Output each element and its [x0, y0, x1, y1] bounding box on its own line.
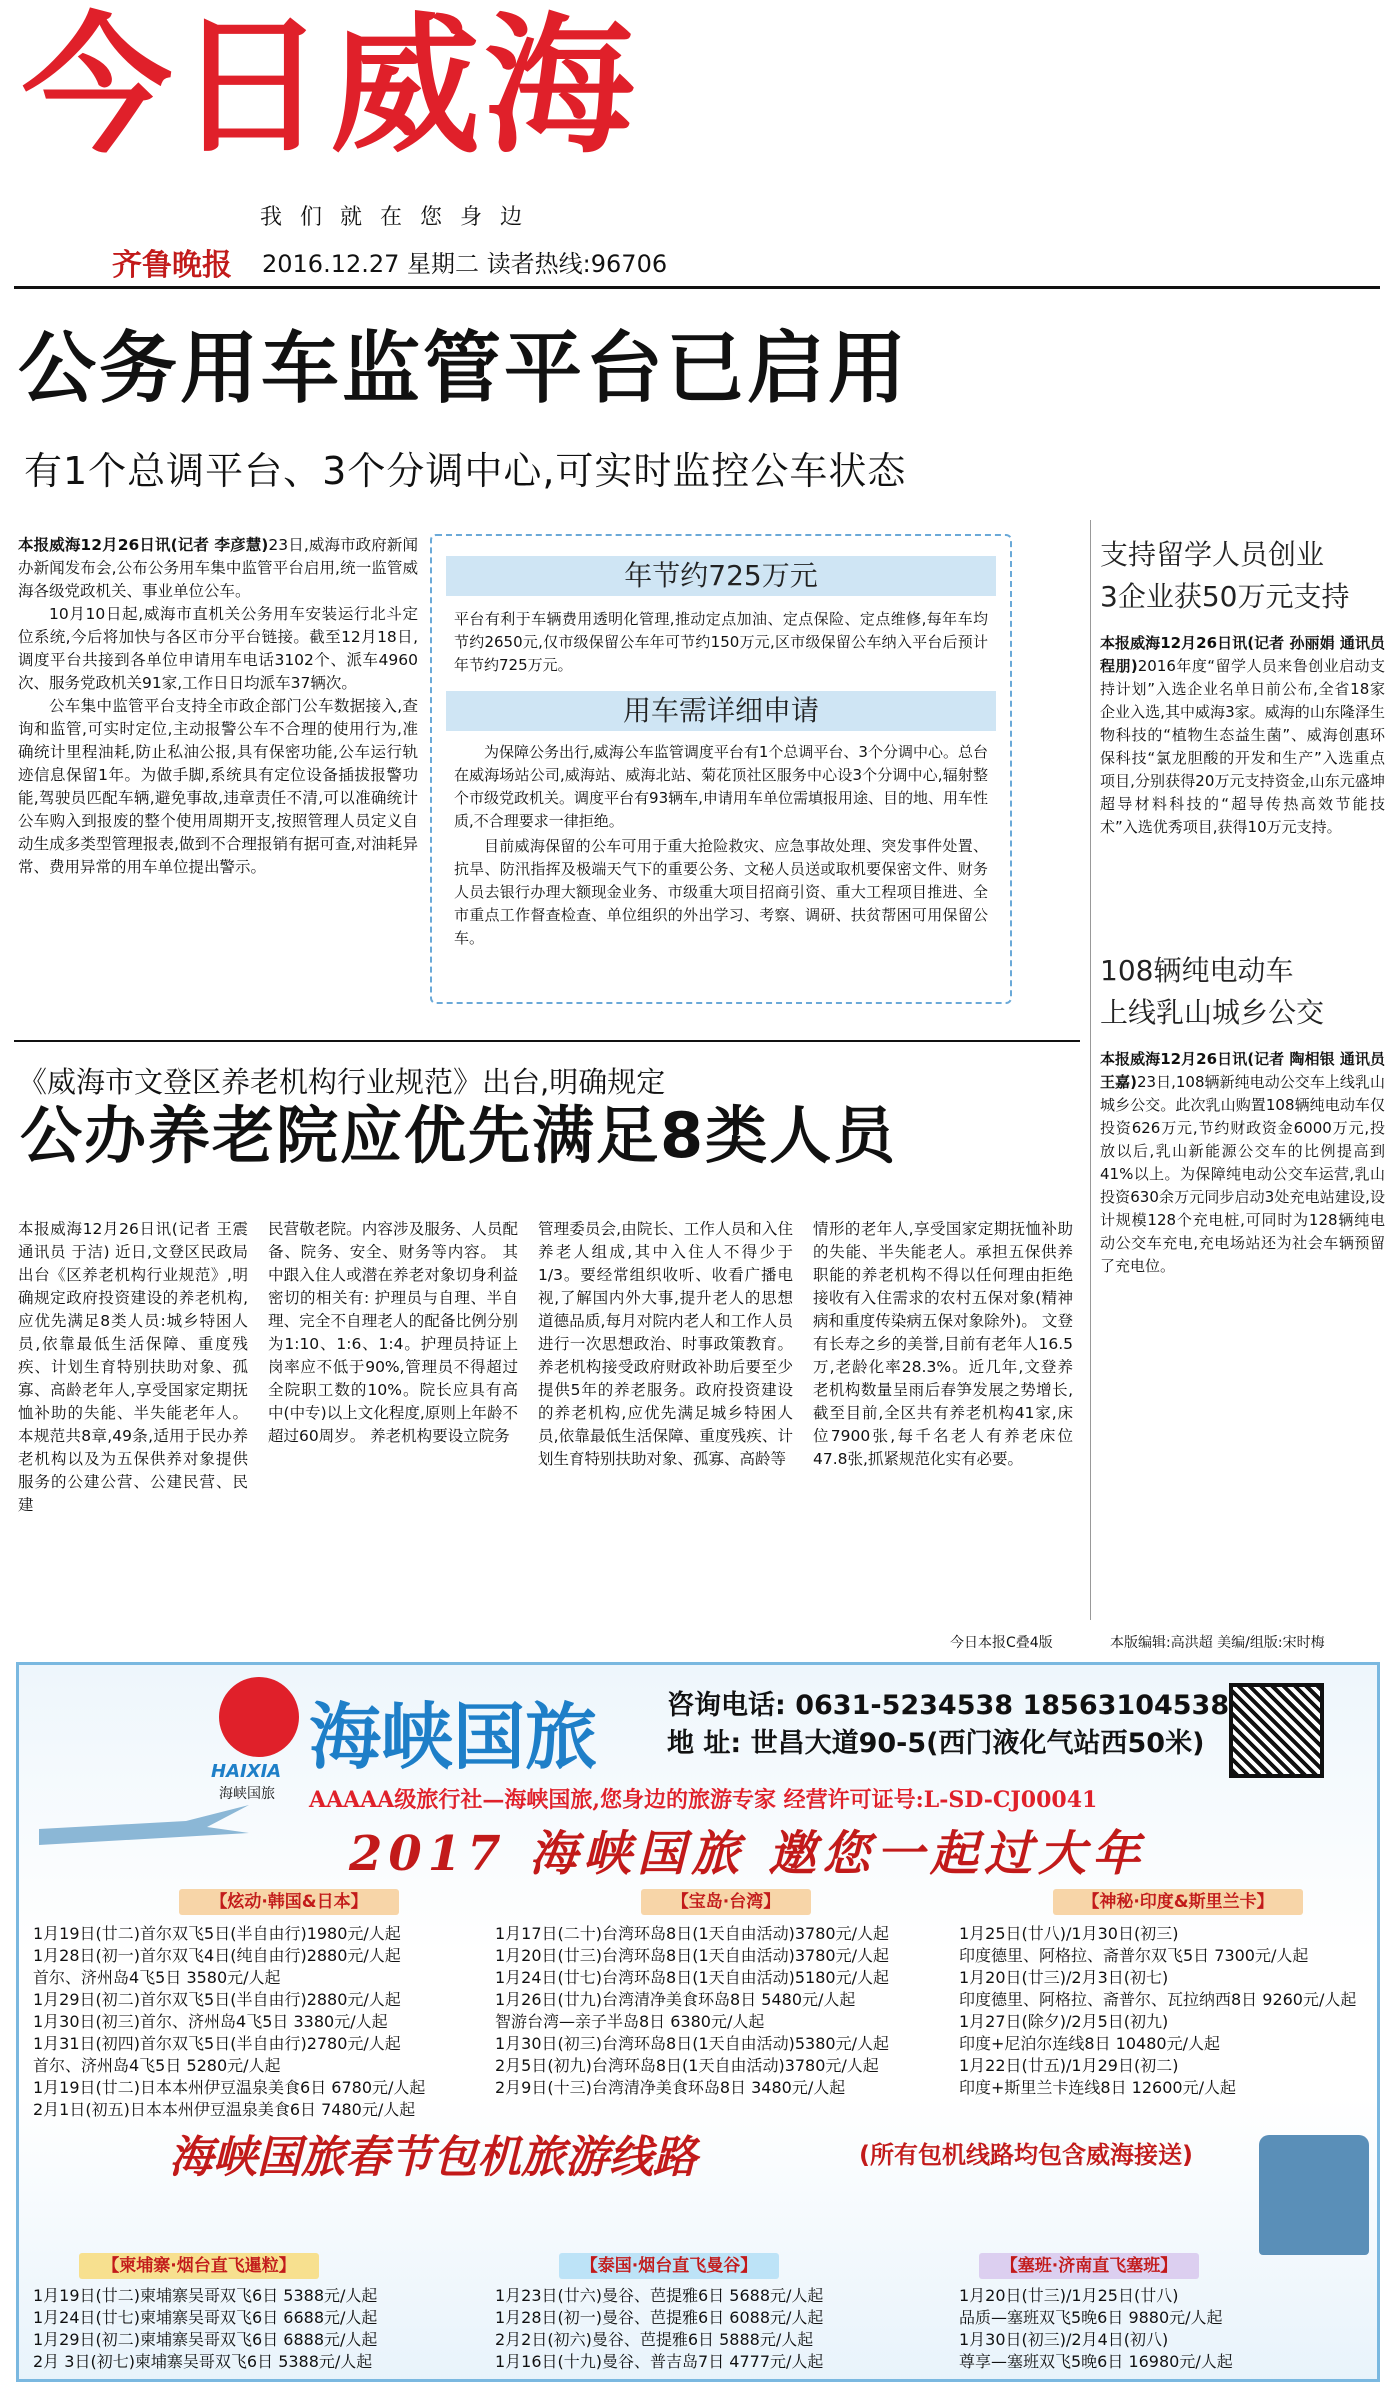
- tour-item: 1月19日(廿二)首尔双飞5日(半自由行)1980元/人起: [33, 1924, 401, 1943]
- tour-item: 1月29日(初二)柬埔寨吴哥双飞6日 6888元/人起: [33, 2330, 378, 2349]
- second-column: 管理委员会,由院长、工作人员和入住养老人组成,其中入住人不得少于1/3。要经常组织收听、收看广播电视,了解国内外大事,提升老人的思想道德品质,每月对院内老人和工作人员进行一次思想政治、时事政策教育。 养老机构接受政府财政补助后要至少提供5年的养老服务。政府投资建设的养老机构,应优先满足城乡特困人员,依靠最低生活保障、重度残疾、计划生育特别扶助对象、孤寡、高龄等: [538, 1220, 793, 1468]
- tour-item: 印度+斯里兰卡连线8日 12600元/人起: [959, 2078, 1236, 2097]
- tour-item: 品质—塞班双飞5晚6日 9880元/人起: [959, 2308, 1223, 2327]
- category-label: 【神秘·印度&斯里兰卡】: [1053, 1889, 1303, 1915]
- second-column: 本报威海12月26日讯(记者 王震 通讯员 于洁) 近日,文登区民政局出台《区养老机构行业规范》,明确规定政府投资建设的养老机构,应优先满足8类人员:城乡特困人员,依靠最低生活保障、重度残疾、计划生育特别扶助对象、孤寡、高龄老年人,享受国家定期抚恤补助的失能、半失能老年人。 本规范共8章,49条,适用于民办养老机构以及为五保供养对象提供服务的公建公营、公建民营、民建: [18, 1220, 248, 1514]
- category-label: 【炫动·韩国&日本】: [179, 1889, 399, 1915]
- tour-item: 1月30日(初三)台湾环岛8日(1天自由活动)5380元/人起: [495, 2034, 889, 2053]
- masthead-slogan: 我们就在您身边: [260, 205, 541, 230]
- page-ref: 今日本报C叠4版: [950, 1635, 1053, 1651]
- tour-item: 1月30日(初三)首尔、济州岛4飞5日 3380元/人起: [33, 2012, 388, 2031]
- category-label: 【宝岛·台湾】: [641, 1889, 811, 1915]
- side-byline: 本报威海12月26日讯(记者 陶相银 通讯员 王嘉): [1100, 1050, 1385, 1091]
- tour-item: 1月30日(初三)/2月4日(初八): [959, 2330, 1169, 2349]
- hotline: 读者热线:96706: [486, 250, 668, 278]
- tour-item: 1月20日(廿三)/1月25日(廿八): [959, 2286, 1179, 2305]
- tour-item: 1月24日(廿七)柬埔寨吴哥双飞6日 6688元/人起: [33, 2308, 378, 2327]
- charter-note: (所有包机线路均包含威海接送): [859, 2141, 1193, 2169]
- lead-byline: 本报威海12月26日讯(记者 李彦慧): [18, 536, 269, 554]
- category-label: 【塞班·济南直飞塞班】: [979, 2253, 1199, 2279]
- tour-item: 1月24日(廿七)台湾环岛8日(1天自由活动)5180元/人起: [495, 1968, 889, 1987]
- charter-banner: 海峡国旅春节包机旅游线路: [169, 2132, 697, 2183]
- tour-item: 2月9日(十三)台湾清净美食环岛8日 3480元/人起: [495, 2078, 846, 2097]
- tour-item: 2月 3日(初七)柬埔寨吴哥双飞6日 5388元/人起: [33, 2352, 373, 2371]
- info-box-heading: 年节约725万元: [446, 556, 996, 596]
- qr-code-icon: [1229, 1683, 1324, 1778]
- tour-item: 2月5日(初九)台湾环岛8日(1天自由活动)3780元/人起: [495, 2056, 879, 2075]
- tour-item: 首尔、济州岛4飞5日 5280元/人起: [33, 2056, 281, 2075]
- side-headline: 108辆纯电动车: [1100, 954, 1294, 987]
- tour-item: 2月1日(初五)日本本州伊豆温泉美食6日 7480元/人起: [33, 2100, 416, 2119]
- tour-item: 印度德里、阿格拉、斋普尔双飞5日 7300元/人起: [959, 1946, 1309, 1965]
- tour-item: 1月31日(初四)首尔双飞5日(半自由行)2780元/人起: [33, 2034, 401, 2053]
- second-column: 情形的老年人,享受国家定期抚恤补助的失能、半失能老人。承担五保供养职能的养老机构不得以任何理由拒绝接收有入住需求的农村五保对象(精神病和重度传染病五保对象除外)。 文登有长寿之乡的美誉,目前有老年人16.5万,老龄化率28.3%。近几年,文登养老机构数量呈雨后春笋发展之势增长,截至目前,全区共有养老机构41家,床位7900张,每千名老人有养老床位47.8张,抓紧规范化实有必要。: [813, 1220, 1073, 1468]
- info-box-text: 为保障公务出行,威海公车监管调度平台有1个总调平台、3个分调中心。总台在威海场站公司,威海站、威海北站、菊花顶社区服务中心设3个分调中心,辐射整个市级党政机关。调度平台有93辆车,申请用车单位需填报用途、目的地、用车性质,不合理要求一律拒绝。: [454, 743, 988, 830]
- tour-item: 首尔、济州岛4飞5日 3580元/人起: [33, 1968, 281, 1987]
- tour-item: 1月27日(除夕)/2月5日(初九): [959, 2012, 1169, 2031]
- lead-article: [18, 534, 418, 879]
- tour-item: 印度德里、阿格拉、斋普尔、瓦拉纳西8日 9260元/人起: [959, 1990, 1357, 2009]
- editor-credit: 本版编辑:高洪超 美编/组版:宋时梅: [1110, 1635, 1325, 1651]
- side-story: [1100, 950, 1385, 1278]
- second-column: 民营敬老院。内容涉及服务、人员配备、院务、安全、财务等内容。 其中跟入住人或潜在养老对象切身利益密切的相关有: 护理员与自理、半自理、完全不自理老人的配备比例分别为1:10、1:6、1:4。护理员持证上岗率应不低于90%,管理员不得超过全院职工数的10%。院长应具有高中(中专)以上文化程度,原则上年龄不超过60周岁。 养老机构要设立院务: [268, 1220, 518, 1445]
- tour-item: 印度+尼泊尔连线8日 10480元/人起: [959, 2034, 1220, 2053]
- ad-tagline: AAAAA级旅行社—海峡国旅,您身边的旅游专家 经营许可证号:L-SD-CJ00041: [309, 1787, 1098, 1813]
- side-story: [1100, 534, 1385, 839]
- tour-list-taiwan: [495, 1923, 889, 2099]
- tour-item: 2月2日(初六)曼谷、芭提雅6日 5888元/人起: [495, 2330, 814, 2349]
- lead-headline: 公务用车监管平台已启用: [18, 324, 910, 414]
- info-box-heading: 用车需详细申请: [446, 691, 996, 731]
- tour-item: 1月23日(廿六)曼谷、芭提雅6日 5688元/人起: [495, 2286, 824, 2305]
- phone: 0631-5234538 18563104538: [795, 1690, 1230, 1721]
- tour-item: 智游台湾—亲子半岛8日 6380元/人起: [495, 2012, 765, 2031]
- dateline: [262, 244, 667, 279]
- lead-para: 公车集中监管平台支持全市政企部门公车数据接入,查询和监管,可实时定位,主动报警公车不合理的使用行为,准确统计里程油耗,防止私油公报,具有保密功能,公车运行轨迹信息保留1年。为做手脚,系统具有定位设备插拔报警功能,驾驶员匹配车辆,避免事故,违章责任不清,可以准确统计公车购入到报废的整个使用周期开支,按照管理人员定义自动生成多类型管理报表,做到不合理报销有据可查,对油耗异常、费用异常的用车单位提出警示。: [18, 697, 418, 876]
- tour-item: 1月26日(廿九)台湾清净美食环岛8日 5480元/人起: [495, 1990, 856, 2009]
- lead-subhead: 有1个总调平台、3个分调中心,可实时监控公车状态: [24, 449, 907, 493]
- tour-item: 1月19日(廿二)日本本州伊豆温泉美食6日 6780元/人起: [33, 2078, 426, 2097]
- info-box-text: 目前威海保留的公车可用于重大抢险救灾、应急事故处理、突发事件处置、抗旱、防汛指挥及极端天气下的重要公务、文秘人员送或取机要保密文件、财务人员去银行办理大额现金业务、市级重大项目招商引资、重大工程项目推进、全市重点工作督查检查、单位组织的外出学习、考察、调研、扶贫帮困可用保留公车。: [454, 837, 988, 947]
- tour-list-korea-japan: [33, 1923, 425, 2121]
- tour-list-saipan: [959, 2285, 1233, 2373]
- masthead-title: 今日威海: [22, 0, 639, 174]
- second-prehead: 《威海市文登区养老机构行业规范》出台,明确规定: [18, 1065, 666, 1099]
- side-headline: 上线乳山城乡公交: [1100, 996, 1325, 1029]
- lead-para: 10月10日起,威海市直机关公务用车安装运行北斗定位系统,今后将加快与各区市分平台链接。截至12月18日,调度平台共接到各单位申请用车电话3102个、派车4960次、服务党政机关91家,工作日日均派车37辆次。: [18, 605, 418, 692]
- tour-item: 1月28日(初一)曼谷、芭提雅6日 6088元/人起: [495, 2308, 824, 2327]
- lead-para: 23日,威海市政府新闻办新闻发布会,公布公务用车集中监管平台启用,统一监管威海各级党政机关、事业单位公车。: [18, 536, 418, 600]
- ad-title: 海峡国旅: [309, 1694, 598, 1779]
- side-text: 23日,108辆新纯电动公交车上线乳山城乡公交。此次乳山购置108辆纯电动车仅投资626万元,节约财政资金6000万元,投放以后,乳山新能源公交车的比例提高到41%以上。为保障纯电动公交车运营,乳山投资630余万元同步启动3处充电站建设,设计规模128个充电桩,可同时为128辆纯电动公交车充电,充电场站还为社会车辆预留了充电位。: [1100, 1073, 1385, 1275]
- category-label: 【柬埔寨·烟台直飞暹粒】: [79, 2253, 319, 2279]
- tour-list-india: [959, 1923, 1356, 2099]
- tour-item: 1月17日(二十)台湾环岛8日(1天自由活动)3780元/人起: [495, 1924, 889, 1943]
- logo-text-cn: 海峡国旅: [219, 1786, 275, 1802]
- heart-logo-icon: [219, 1677, 299, 1757]
- category-label: 【泰国·烟台直飞曼谷】: [559, 2253, 779, 2279]
- phone-label: 咨询电话:: [667, 1690, 786, 1721]
- tour-list-cambodia: [33, 2285, 377, 2373]
- bus-icon: [1259, 2135, 1369, 2255]
- tour-item: 1月22日(廿五)/1月29日(初二): [959, 2056, 1179, 2075]
- info-box: [430, 534, 1012, 1004]
- info-box-text: 平台有利于车辆费用透明化管理,推动定点加油、定点保险、定点维修,每年车均节约2650元,仅市级保留公车年可节约150万元,区市级保留公车纳入平台后预计年节约725万元。: [454, 610, 988, 674]
- address: 世昌大道90-5(西门液化气站西50米): [750, 1728, 1205, 1759]
- side-byline: 本报威海12月26日讯(记者 孙丽娟 通讯员 程朋): [1100, 634, 1385, 675]
- tour-item: 尊享—塞班双飞5晚6日 16980元/人起: [959, 2352, 1233, 2371]
- issue-date: 2016.12.27 星期二: [262, 250, 480, 278]
- divider: [14, 286, 1380, 289]
- divider: [14, 1040, 1080, 1042]
- side-headline: 3企业获50万元支持: [1100, 580, 1350, 613]
- tour-item: 1月19日(廿二)柬埔寨吴哥双飞6日 5388元/人起: [33, 2286, 378, 2305]
- logo-text-en: HAIXIA: [211, 1761, 282, 1782]
- side-text: 2016年度“留学人员来鲁创业启动支持计划”入选企业名单日前公布,全省18家企业入选,其中威海3家。威海的山东隆泽生物科技的“植物生态益生菌”、威海创惠环保科技“氯龙胆酸的开发和生产”入选重点项目,分别获得20万元支持资金,山东元盛坤超导材料科技的“超导传热高效节能技术”入选优秀项目,获得10万元支持。: [1100, 657, 1386, 836]
- tour-item: 1月20日(廿三)/2月3日(初七): [959, 1968, 1169, 1987]
- brand-logo: 齐鲁晚报: [112, 248, 232, 283]
- tour-item: 1月20日(廿三)台湾环岛8日(1天自由活动)3780元/人起: [495, 1946, 889, 1965]
- ad-banner: 2017 海峡国旅 邀您一起过大年: [349, 1826, 1147, 1882]
- tour-item: 1月25日(廿八)/1月30日(初三): [959, 1924, 1179, 1943]
- tour-item: 1月16日(十九)曼谷、普吉岛7日 4777元/人起: [495, 2352, 824, 2371]
- column-divider: [1090, 520, 1091, 1620]
- tour-item: 1月28日(初一)首尔双飞4日(纯自由行)2880元/人起: [33, 1946, 401, 1965]
- ad-contact: [667, 1687, 1229, 1763]
- tour-item: 1月29日(初二)首尔双飞5日(半自由行)2880元/人起: [33, 1990, 401, 2009]
- side-headline: 支持留学人员创业: [1100, 538, 1325, 571]
- travel-ad: [16, 1662, 1380, 2382]
- tour-list-thailand: [495, 2285, 823, 2373]
- second-headline: 公办养老院应优先满足8类人员: [20, 1099, 898, 1172]
- addr-label: 地 址:: [667, 1728, 742, 1759]
